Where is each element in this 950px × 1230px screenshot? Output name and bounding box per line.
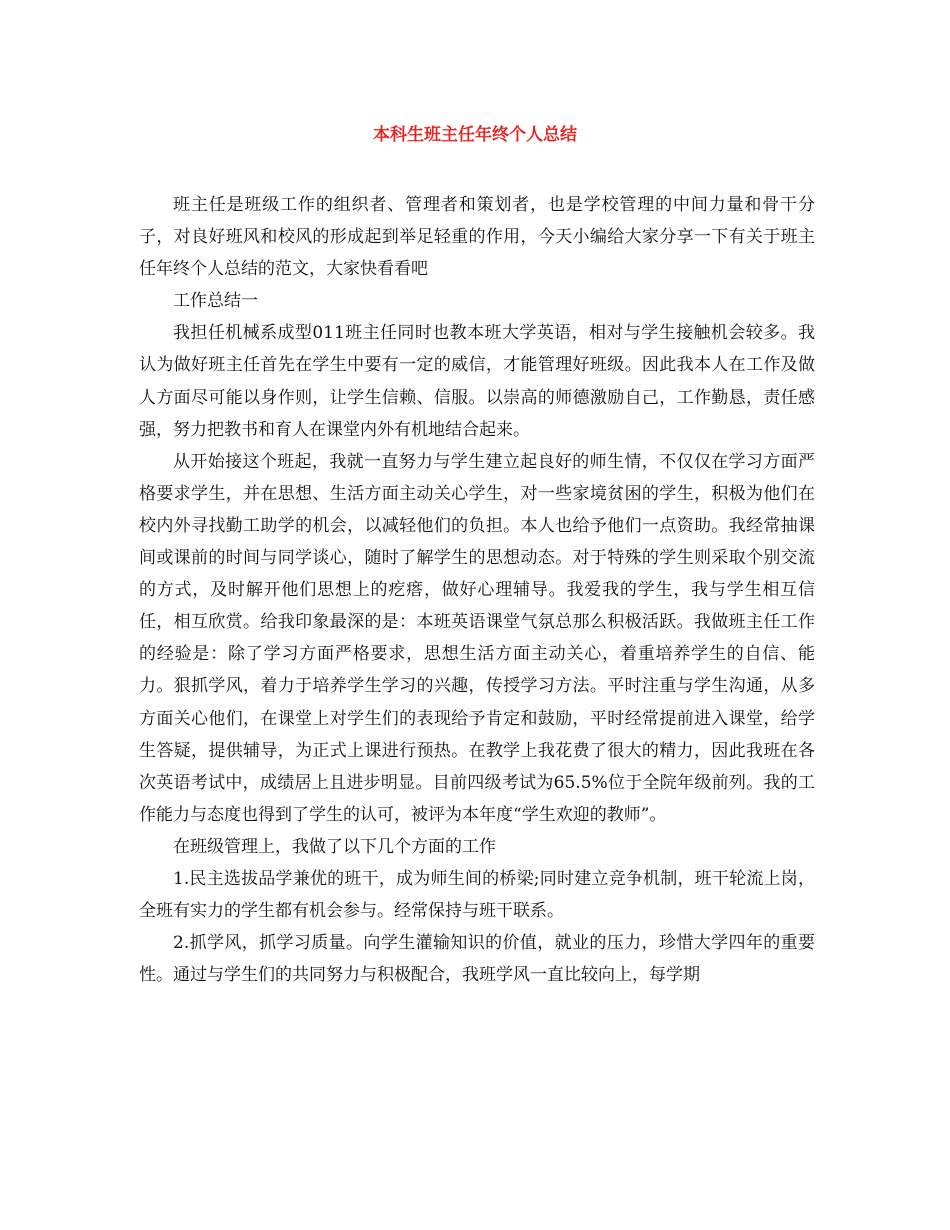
list-item: 1.民主选拔品学兼优的班干，成为师生间的桥梁;同时建立竞争机制，班干轮流上岗，全班有实力的学生都有机会参与。经常保持与班干联系。 xyxy=(139,868,815,922)
document-title: 本科生班主任年终个人总结 xyxy=(373,125,577,145)
document-body xyxy=(139,189,815,991)
paragraph-intro: 班主任是班级工作的组织者、管理者和策划者，也是学校管理的中间力量和骨干分子，对良好班风和校风的形成起到举足轻重的作用，今天小编给大家分享一下有关于班主任年终个人总结的范文，大家快看看吧 xyxy=(139,195,815,280)
list-item: 2.抓学风，抓学习质量。向学生灌输知识的价值，就业的压力，珍惜大学四年的重要性。通过与学生们的共同努力与积极配合，我班学风一直比较向上，每学期 xyxy=(139,933,815,986)
paragraph: 从开始接这个班起，我就一直努力与学生建立起良好的师生情，不仅仅在学习方面严格要求学生，并在思想、生活方面主动关心学生，对一些家境贫困的学生，积极为他们在校内外寻找勤工助学的机会，以减轻他们的负担。本人也给予他们一点资助。我经常抽课间或课前的时间与同学谈心，随时了解学生的思想动态。对于特殊的学生则采取个别交流的方式，及时解开他们思想上的疙瘩，做好心理辅导。我爱我的学生，我与学生相互信任，相互欣赏。给我印象最深的是：本班英语课堂气氛总那么积极活跃。我做班主任工作的经验是：除了学习方面严格要求，思想生活方面主动关心，着重培养学生的自信、能力。狠抓学风，着力于培养学生学习的兴趣，传授学习方法。平时注重与学生沟通，从多方面关心他们，在课堂上对学生们的表现给予肯定和鼓励，平时经常提前进入课堂，给学生答疑，提供辅导，为正式上课进行预热。在教学上我花费了很大的精力，因此我班在各次英语考试中，成绩居上且进步明显。目前四级考试为65.5%位于全院年级前列。我的工作能力与态度也得到了学生的认可，被评为本年度“学生欢迎的教师”。 xyxy=(139,451,815,825)
paragraph: 在班级管理上，我做了以下几个方面的工作 xyxy=(173,836,496,857)
paragraph: 我担任机械系成型011班主任同时也教本班大学英语，相对与学生接触机会较多。我认为做好班主任首先在学生中要有一定的威信，才能管理好班级。因此我本人在工作及做人方面尽可能以身作则，让学生信赖、信服。以崇高的师德激励自己，工作勤恳，责任感强，努力把教书和育人在课堂内外有机地结合起来。 xyxy=(139,323,815,440)
section-heading: 工作总结一 xyxy=(173,291,258,312)
